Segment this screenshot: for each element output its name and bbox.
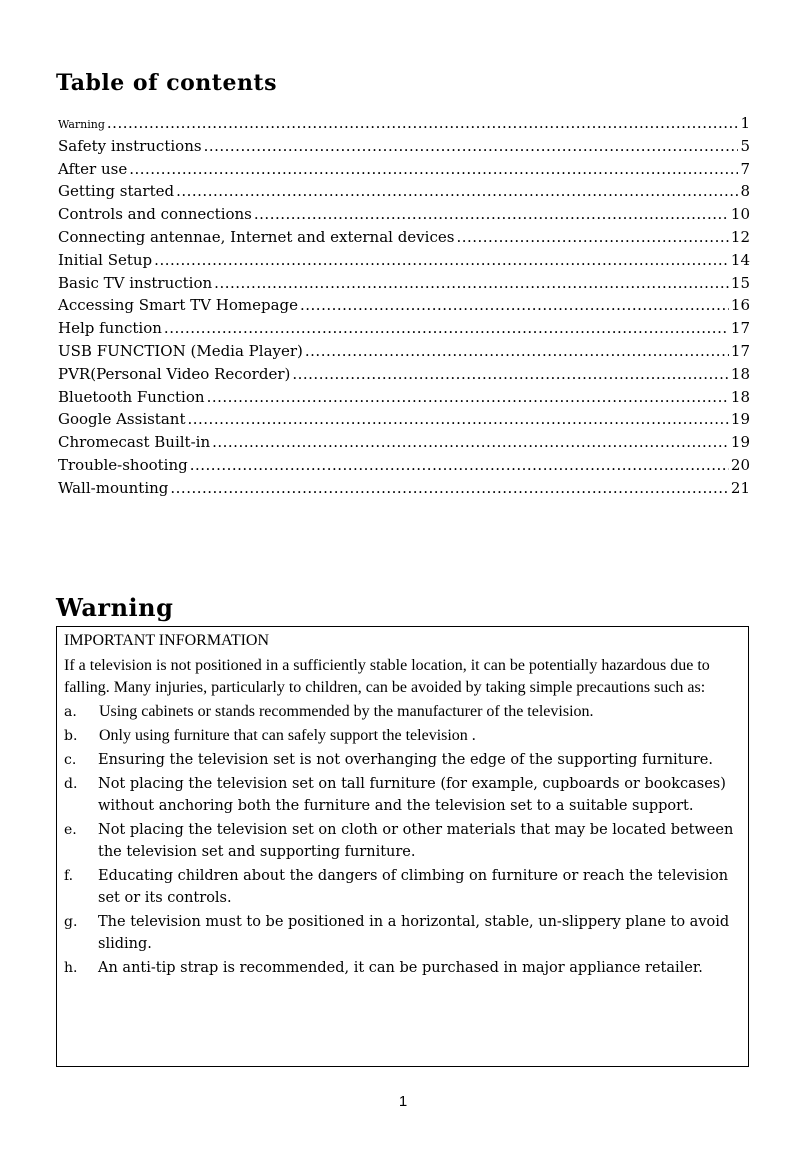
toc-entry-title: Getting started <box>58 182 175 201</box>
toc-leader-dots <box>170 479 729 497</box>
toc-entry-title: Warning <box>58 118 105 131</box>
toc-entry[interactable] <box>58 274 750 297</box>
toc-entry[interactable] <box>58 137 750 160</box>
precaution-label: h. <box>64 960 78 976</box>
toc-entry-title: Initial Setup <box>58 250 153 269</box>
precaution-text: Only using furniture that can safely support the television . <box>99 727 476 744</box>
toc-entry-page: 18 <box>730 364 750 383</box>
table-of-contents <box>58 114 750 502</box>
toc-entry-title: Wall-mounting <box>58 478 169 497</box>
precaution-item <box>64 911 740 955</box>
toc-entry-title: USB FUNCTION (Media Player) <box>58 341 303 360</box>
toc-entry-page: 19 <box>730 410 750 429</box>
toc-heading: Table of contents <box>56 70 277 96</box>
precaution-label: c. <box>64 752 77 768</box>
toc-entry-page: 5 <box>740 136 750 155</box>
toc-entry-title: Safety instructions <box>58 136 202 155</box>
toc-entry-title: Basic TV instruction <box>58 273 213 292</box>
precaution-text: An anti-tip strap is recommended, it can be purchased in major appliance retailer. <box>98 960 703 976</box>
precaution-item <box>64 725 740 747</box>
precaution-text: Educating children about the dangers of climbing on furniture or reach the television set or its controls. <box>98 868 729 906</box>
warning-intro: If a television is not positioned in a sufficiently stable location, it can be potentially hazardous due to falling. Many injuries, particularly to children, can be avoided by taking simple precautions such as: <box>64 657 710 696</box>
toc-leader-dots <box>300 296 729 314</box>
toc-entry[interactable] <box>58 410 750 433</box>
toc-entry[interactable] <box>58 319 750 342</box>
toc-entry-title: Chromecast Built-in <box>58 433 211 452</box>
toc-leader-dots <box>190 456 729 474</box>
precaution-label: f. <box>64 868 74 884</box>
precaution-label: e. <box>64 822 77 838</box>
toc-entry-page: 17 <box>730 319 750 338</box>
toc-entry-title: Trouble-shooting <box>58 455 188 474</box>
toc-entry[interactable] <box>58 433 750 456</box>
toc-entry[interactable] <box>58 388 750 411</box>
toc-entry-page: 20 <box>730 455 750 474</box>
precaution-text: The television must to be positioned in a horizontal, stable, un-slippery plane to avoid sliding. <box>98 914 730 952</box>
toc-entry-page: 21 <box>730 478 750 497</box>
toc-entry-title: Connecting antennae, Internet and external devices <box>58 227 455 246</box>
toc-entry-page: 17 <box>730 341 750 360</box>
toc-entry[interactable] <box>58 251 750 274</box>
toc-entry[interactable] <box>58 456 750 479</box>
important-information-box <box>56 626 749 1067</box>
toc-entry-title: Bluetooth Function <box>58 387 205 406</box>
toc-entry[interactable] <box>58 182 750 205</box>
toc-leader-dots <box>292 365 729 383</box>
precaution-label: a. <box>64 704 77 720</box>
toc-entry-page: 7 <box>740 159 750 178</box>
toc-entry-page: 15 <box>730 273 750 292</box>
toc-entry[interactable] <box>58 296 750 319</box>
toc-leader-dots <box>187 410 728 428</box>
precaution-label: b. <box>64 728 78 744</box>
toc-entry[interactable] <box>58 342 750 365</box>
toc-entry-page: 19 <box>730 433 750 452</box>
toc-leader-dots <box>129 160 738 178</box>
precaution-text: Using cabinets or stands recommended by the manufacturer of the television. <box>99 703 594 720</box>
toc-entry-page: 12 <box>730 227 750 246</box>
toc-leader-dots <box>305 342 729 360</box>
toc-entry-title: PVR(Personal Video Recorder) <box>58 364 291 383</box>
toc-leader-dots <box>204 137 739 155</box>
toc-entry-page: 16 <box>730 296 750 315</box>
toc-leader-dots <box>164 319 729 337</box>
precaution-item <box>64 749 740 771</box>
precaution-text: Ensuring the television set is not overhanging the edge of the supporting furniture. <box>98 752 713 768</box>
toc-entry-page: 14 <box>730 250 750 269</box>
toc-leader-dots <box>254 205 729 223</box>
toc-entry-title: Accessing Smart TV Homepage <box>58 296 298 315</box>
precaution-label: g. <box>64 914 78 930</box>
toc-entry-title: After use <box>58 159 128 178</box>
toc-entry-title: Controls and connections <box>58 205 252 224</box>
toc-leader-dots <box>456 228 728 246</box>
precaution-label: d. <box>64 776 78 792</box>
toc-entry[interactable] <box>58 479 750 502</box>
precaution-text: Not placing the television set on cloth or other materials that may be located between the television set and supporting furniture. <box>98 822 734 860</box>
toc-leader-dots <box>154 251 729 269</box>
toc-entry[interactable] <box>58 114 750 137</box>
precaution-item <box>64 957 740 979</box>
toc-entry[interactable] <box>58 365 750 388</box>
toc-entry-page: 8 <box>740 182 750 201</box>
toc-leader-dots <box>107 114 739 132</box>
toc-entry-page: 18 <box>730 387 750 406</box>
toc-entry[interactable] <box>58 160 750 183</box>
toc-entry-title: Google Assistant <box>58 410 186 429</box>
precaution-item <box>64 701 740 723</box>
toc-entry-page: 10 <box>730 205 750 224</box>
toc-leader-dots <box>214 274 729 292</box>
warning-heading: Warning <box>56 593 174 622</box>
toc-entry[interactable] <box>58 205 750 228</box>
toc-leader-dots <box>207 388 729 406</box>
precaution-item <box>64 819 740 863</box>
box-title: IMPORTANT INFORMATION <box>64 632 270 649</box>
toc-entry-title: Help function <box>58 319 162 338</box>
toc-entry[interactable] <box>58 228 750 251</box>
toc-leader-dots <box>212 433 729 451</box>
toc-entry-page: 1 <box>740 114 750 132</box>
precaution-item <box>64 865 740 909</box>
page-number: 1 <box>398 1093 408 1110</box>
toc-leader-dots <box>176 182 738 200</box>
precaution-text: Not placing the television set on tall furniture (for example, cupboards or bookcases) without anchoring both the furniture and the television set to a suitable support. <box>98 776 726 814</box>
precaution-item <box>64 773 740 817</box>
